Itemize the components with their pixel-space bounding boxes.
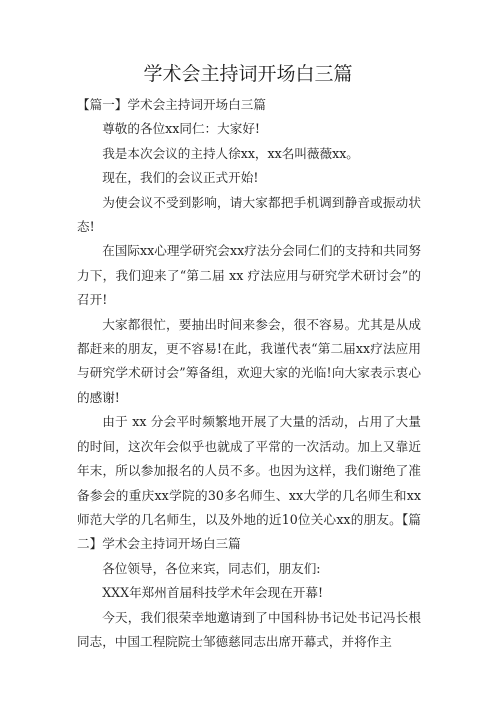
document-title: 学术会主持词开场白三篇 (143, 63, 353, 85)
paragraph: 各位领导，各位来宾，同志们，朋友们: (102, 560, 321, 576)
document-body (77, 93, 421, 654)
paragraph: 现在，我们的会议正式开始! (102, 170, 259, 186)
section-heading: 【篇一】学术会主持词开场白三篇 (77, 97, 266, 112)
paragraph: 尊敬的各位xx同仁：大家好! (102, 121, 260, 137)
paragraph: 今天，我们很荣幸地邀请到了中国科协书记处书记冯长根同志，中国工程院院士邹德慈同志出席开幕式，并将作主 (77, 609, 421, 649)
paragraph: 由于 xx 分会平时频繁地开展了大量的活动，占用了大量的时间，这次年会似乎也就成了平常的一次活动。加上又靠近年末，所以参加报名的人员不多。也因为这样，我们谢绝了准备参会的重庆xx学院的30多名师生、xx大学的几名师生和xx师范大学的几名师生，以及外地的近10位关心xx的朋友。【篇二】学术会主持词开场白三篇 (77, 414, 421, 552)
paragraph: 大家都很忙，要抽出时间来参会，很不容易。尤其是从成都赶来的朋友，更不容易!在此，我谨代表“第二届xx疗法应用与研究学术研讨会”筹备组，欢迎大家的光临!向大家表示衷心的感谢! (77, 316, 421, 405)
paragraph: 为使会议不受到影响，请大家都把手机调到静音或振动状态! (77, 194, 421, 235)
paragraph: 在国际xx心理学研究会xx疗法分会同仁们的支持和共同努力下，我们迎来了“第二届 xx 疗法应用与研究学术研讨会”的召开! (77, 243, 421, 308)
paragraph: XXX年郑州首届科技学术年会现在开幕! (102, 585, 324, 601)
paragraph: 我是本次会议的主持人徐xx，xx名叫薇薇xx。 (102, 145, 359, 161)
